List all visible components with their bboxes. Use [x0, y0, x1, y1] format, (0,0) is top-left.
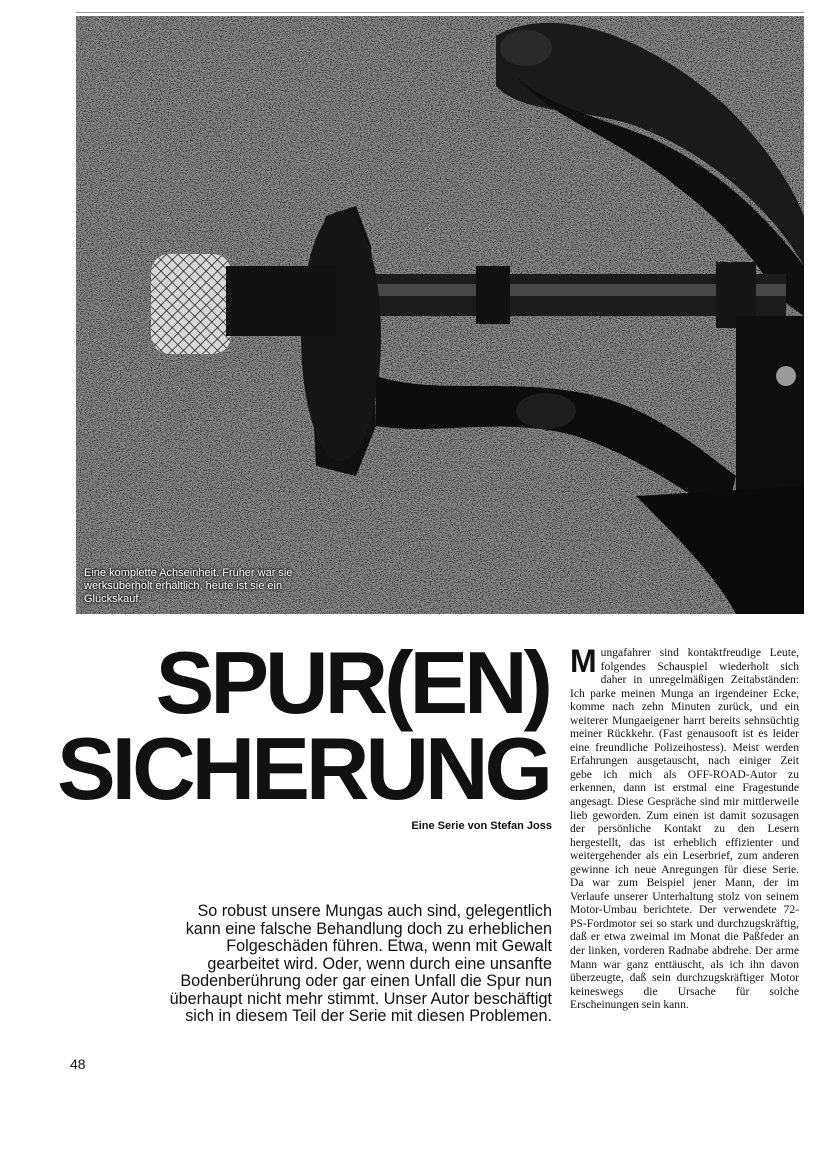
drop-cap: M	[570, 643, 597, 679]
body-text: ungafahrer sind kontaktfreudige Leute, folgendes Schauspiel wiederholt sich daher in unregelmäßigen Zeitabständen: Ich parke meinen Munga an irgendeiner Ecke, komme nach zehn Minuten zurück, und ein weiterer Mungaeigener harrt bereits sehnsüchtig meiner Rückkehr. (Fast genausooft ist es leider eine freundliche Polizeihostess). Meist werden Erfahrungen ausgetauscht, nach einiger Zeit gebe ich mich als OFF-ROAD-Autor zu erkennen, dann ist erstmal eine Fragestunde angesagt. Diese Gespräche sind mir mittlerweile lieb geworden. Zum einen ist damit sozusagen der persönliche Kontakt zu den Lesern hergestellt, das ist erheblich effizienter und weitergehender als ein Leserbrief, zum anderen gewinne ich neue Anregungen für diese Serie. Da war zum Beispiel jener Mann, der im Verlaufe unserer Unterhaltung stolz von seinem Motor-Umbau berichtete. Der verwendete 72-PS-Fordmotor sei so stark und durchzugskräftig, daß er etwa zweimal im Monat die Paßfeder an der linken, vorderen Radnabe abdrehe. Der arme Mann war ganz enttäuscht, als ich ihn davon überzeugte, daß sein durchzugskräftiger Motor keineswegs die Ursache für solche Erscheinungen sein kann.	[570, 646, 799, 1012]
axle-photo	[76, 16, 804, 614]
page-number: 48	[70, 1056, 86, 1072]
intro-paragraph: So robust unsere Mungas auch sind, gelegentlich kann eine falsche Behandlung doch zu erheblichen Folgeschäden führen. Etwa, wenn mit Gewalt gearbeitet wird. Oder, wenn durch eine unsanfte Bodenberührung oder gar einen Unfall die Spur nun überhaupt nicht mehr stimmt. Unser Autor beschäftigt sich in diesem Teil der Serie mit diesen Problemen.	[169, 902, 552, 1025]
headline-line-1: SPUR(EN)	[155, 633, 549, 732]
article-headline	[56, 633, 549, 818]
byline: Eine Serie von Stefan Joss	[411, 820, 552, 832]
body-column	[570, 643, 799, 1012]
headline-line-2: SICHERUNG	[56, 719, 549, 818]
photo-caption: Eine komplette Achseinheit. Früher war sie werksüberholt erhältlich, heute ist sie ein Glückskauf.	[84, 567, 293, 605]
top-rule	[76, 12, 804, 13]
axle-photo-illustration	[76, 16, 804, 614]
